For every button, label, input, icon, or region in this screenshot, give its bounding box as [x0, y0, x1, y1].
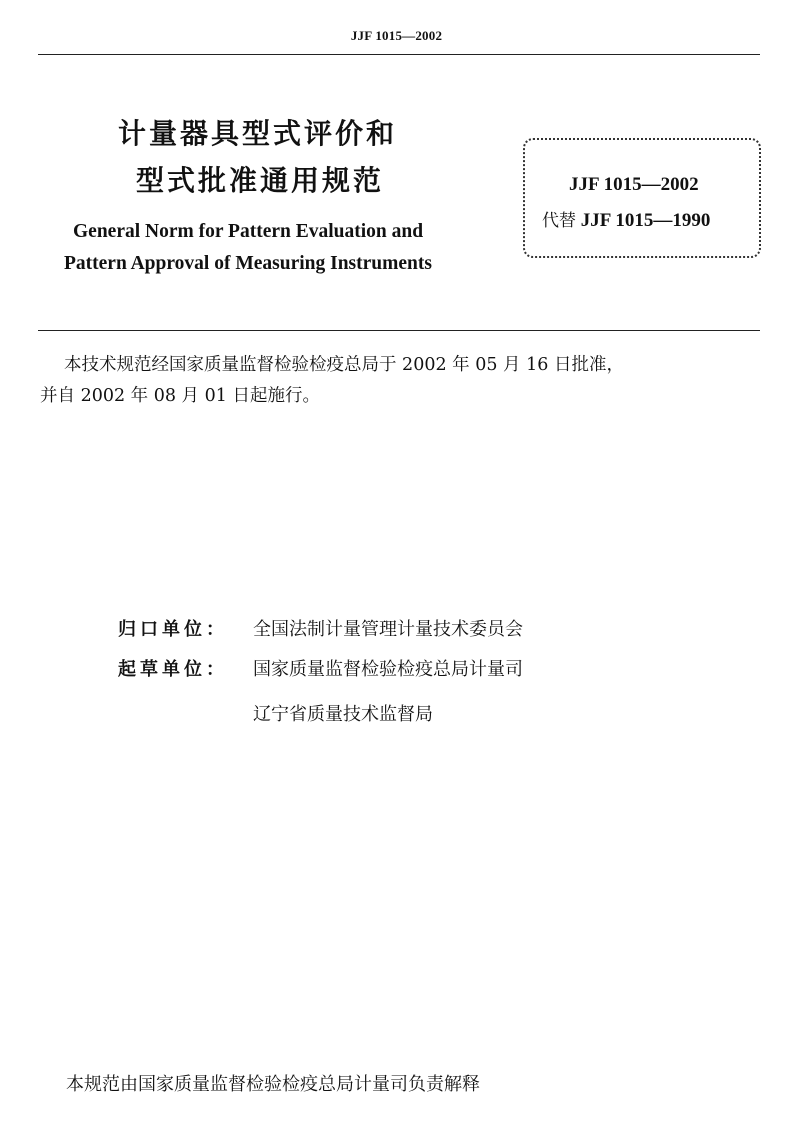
- stamp-replaced-code: JJF 1015—1990: [580, 210, 711, 231]
- responsible-unit-label: 归口单位：: [118, 619, 228, 640]
- responsible-unit-value: 全国法制计量管理计量技术委员会: [253, 619, 523, 640]
- drafting-unit-label: 起草单位：: [118, 659, 228, 680]
- title-zh-line-2: 型式批准通用规范: [136, 164, 385, 197]
- drafting-unit-value-2: 辽宁省质量技术监督局: [253, 704, 433, 725]
- standard-number-stamp: [523, 138, 761, 258]
- stamp-standard-code: JJF 1015—2002: [569, 174, 699, 195]
- title-zh-line-1: 计量器具型式评价和: [118, 117, 398, 150]
- stamp-replaces-line: [542, 206, 710, 232]
- title-en-line-1: General Norm for Pattern Evaluation and: [73, 221, 424, 242]
- section-divider: [38, 330, 760, 331]
- stamp-replaces-prefix: 代替: [542, 211, 576, 231]
- approval-paragraph-line-1: 本技术规范经国家质量监督检验检疫总局于 2002 年 05 月 16 日批准，: [64, 355, 624, 375]
- drafting-unit-value-1: 国家质量监督检验检疫总局计量司: [253, 659, 523, 680]
- header-standard-code: JJF 1015—2002: [350, 28, 443, 43]
- header-rule: [38, 54, 760, 55]
- title-en-line-2: Pattern Approval of Measuring Instruments: [64, 253, 432, 274]
- approval-paragraph-line-2: 并自 2002 年 08 月 01 日起施行。: [40, 386, 320, 406]
- interpretation-note: 本规范由国家质量监督检验检疫总局计量司负责解释: [66, 1074, 480, 1095]
